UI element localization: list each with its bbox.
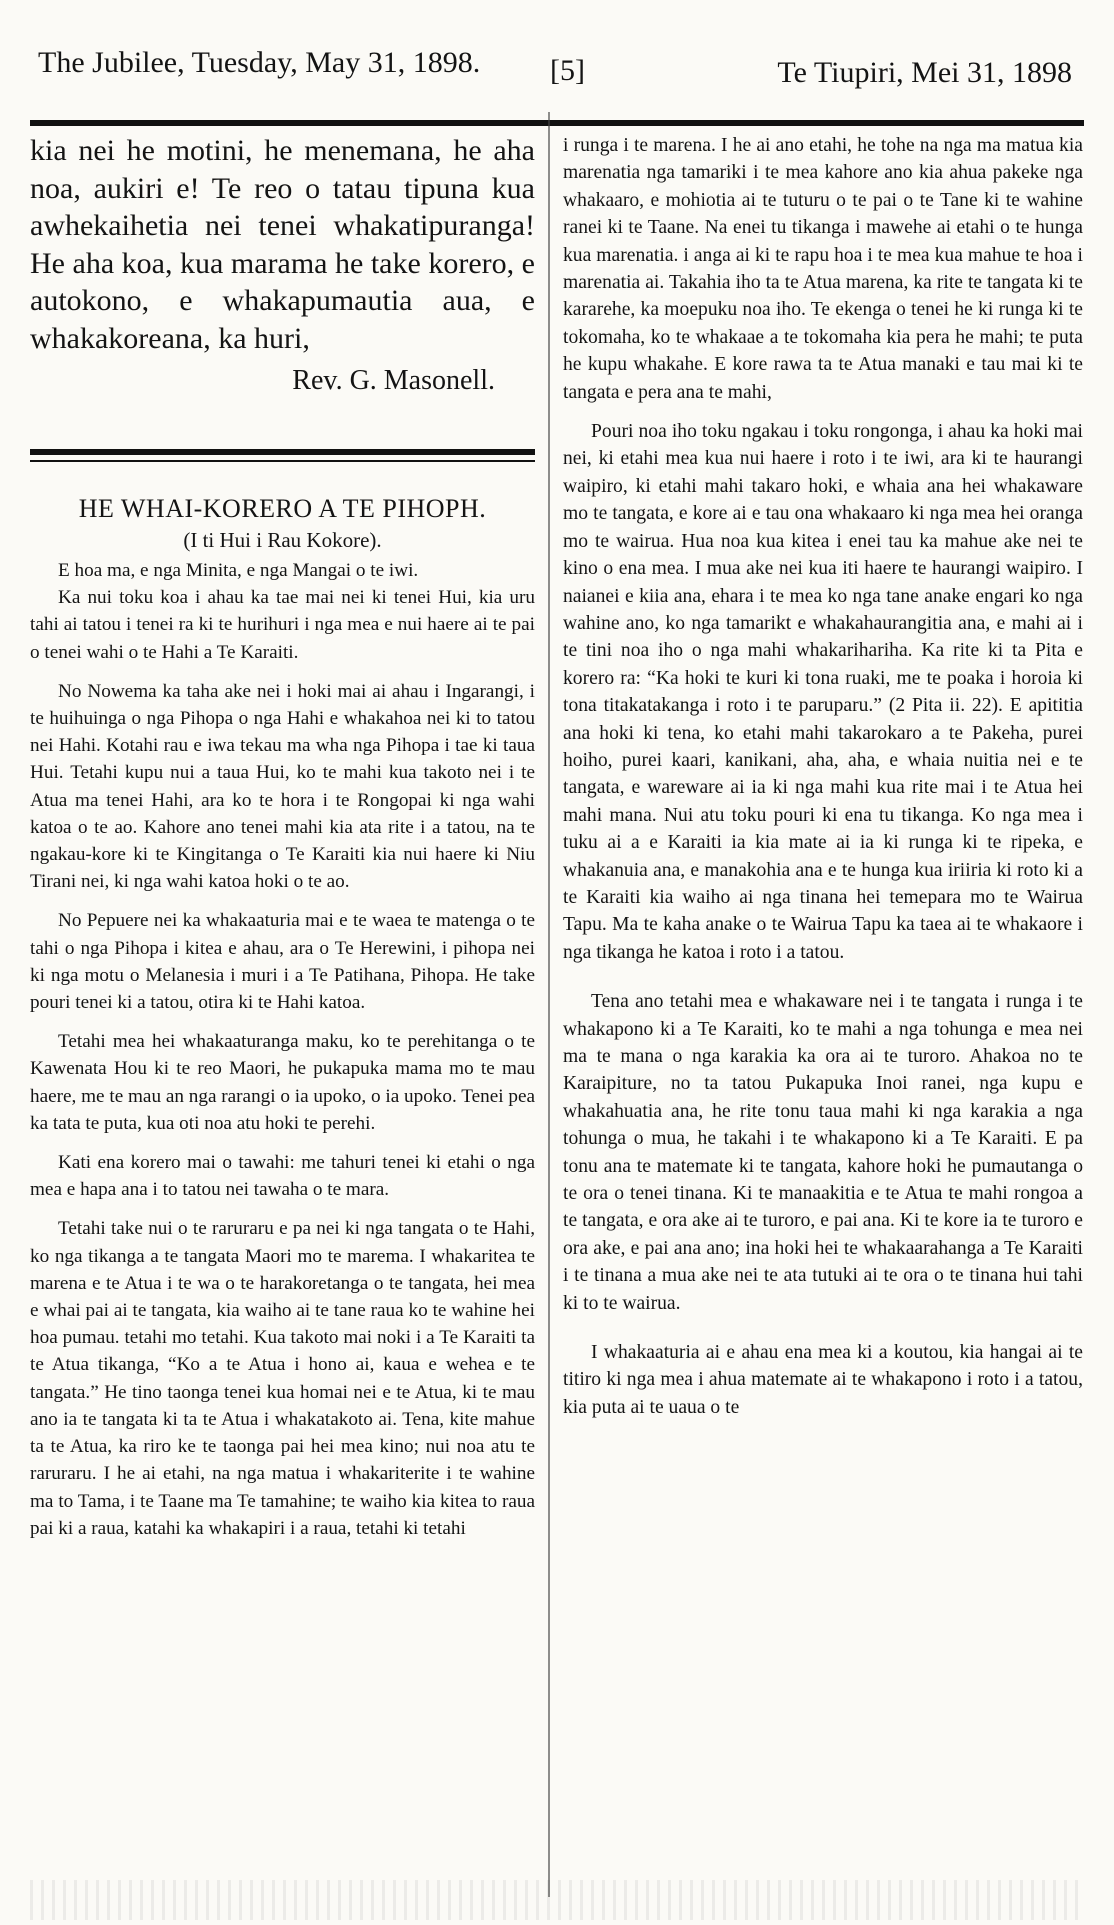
- page-number: [5]: [550, 54, 585, 87]
- paragraph: I whakaaturia ai e ahau ena mea ki a koutou, kia hangai ai te titiro ki nga mea i ahua matemate ai te whakapono i roto i a tatou, kia puta ai te uaua o te: [563, 1342, 1083, 1418]
- section-separator: [30, 449, 535, 462]
- paragraph: Ka nui toku koa i ahau ka tae mai nei ki tenei Hui, kia uru tahi ai tatou i tenei ra ki te hurihuri i nga mea e nui haere ai te pai o tenei wahi o te Hahi a Te Karaiti.: [30, 587, 535, 663]
- illegible-bottom-edge: [30, 1880, 1084, 1920]
- article-subheading: (I ti Hui i Rau Kokore).: [183, 528, 382, 552]
- left-column: [30, 132, 535, 1554]
- greeting: E hoa ma, e nga Minita, e nga Mangai o te iwi.: [58, 560, 419, 581]
- article-heading: HE WHAI-KORERO A TE PIHOPH.: [78, 494, 487, 523]
- paragraph: No Pepuere nei ka whakaaturia mai e te waea te matenga o te tahi o nga Pihopa i kitea e ahau, ara o Te Herewini, i pihopa nei ki nga motu o Melanesia i muri i a Te Patihana, Pihopa. He take pouri tenei ki a tatou, otira ki te Hahi katoa.: [30, 910, 535, 1014]
- header-english-dateline: The Jubilee, Tuesday, May 31, 1898.: [38, 46, 481, 79]
- right-column: [563, 132, 1083, 1433]
- paragraph: Tena ano tetahi mea e whakaware nei i te tangata i runga i te whakapono ki a Te Karaiti, ko te mahi a nga tohunga e mea nei ma te mana o nga karakia ka ora ai te turoro. Ahakoa no te Karaipiture, no ta tatou Pukapuka Inoi ranei, nga kupu e whakahuatia ana, he rite tonu taua mahi ki nga karakia a nga tohunga o mua, he takahi i te whakapono ki a Te Karaiti. E pa tonu ana te matemate ki te tangata, kahore hoki he pumautanga o te ora o tenei tinana. Ki te manaakitia e te Atua te mahi rongoa a te tangata, e ora ake ai te turoro, e pai ana. Ki te kore ia te turoro e ora ake, e pai ana ano; ina hoki hei te whakaarahanga a Te Karaiti i te tinana a mua ake nei te ata tutuki ai te ora o te tinana hui tahi ki to te wairua.: [563, 991, 1083, 1314]
- column-divider: [548, 112, 550, 1897]
- paragraph: Pouri noa iho toku ngakau i toku rongonga, i ahau ka hoki mai nei, ki etahi mea kua nui haere i roto i te iwi, ara ki te haurangi waipiro, ki etahi mahi takaro hoki, e whaia ana hei whakaware mo te tangata, e kore ai e tau ona whakaaro ki nga mea hei oranga mo te wairua. Hua noa kua kitea i enei tau ka mahue ake nei te kino o ena mea. I mua ake nei kua iti haere te haurangi waipiro. I naianei e kiia ana, ehara i te mea ko nga tane anake engari ko nga wahine ano, ko nga tamarikt e whakahaurangitia ana, e mahi ai i te tini noa iho o nga mahi whakarihariha. Ka rite ki ta Pita e korero ra: “Ka hoki te kuri ki tona ruaki, me te poaka i horoia ki tona titakatakanga i roto i te paruparu.” (2 Pita ii. 22). E apititia ana hoki ki tena, ko etahi mahi takarokaro a te Pakeha, purei hoiho, purei kaari, kanikani, aha, aha, e whaia nuitia nei e te tangata, e wareware ai ia ki nga mahi kua rite mai i te Atua hei mahi mana. Nui atu toku pouri ki ena tu tikanga. Ko nga mea i tuku ai a e Karaiti ia kia mate ai ia ki runga ki te ripeka, e whakanuia ana, e manakohia ana e te hunga kua iriiria ki roto ki a te Karaiti kia waiho ai nga tinana hei temepara mo te Wairua Tapu. Ma te kaha anake o te Wairua Tapu ka taea ai te whakaore i nga tikanga he katoa i roto i a tatou.: [563, 421, 1083, 963]
- paragraph: No Nowema ka taha ake nei i hoki mai ai ahau i Ingarangi, i te huihuinga o nga Pihopa o nga Hahi e whakahoa nei ki to tatou nei Hahi. Kotahi rau e iwa tekau ma wha nga Pihopa i tae ki taua Hui. Tetahi kupu nui a taua Hui, ko te mahi kua takoto nei i te Atua ma tenei Hahi, ara ko te hora i te Rongopai ki nga wahi katoa o te ao. Kahore ano tenei mahi kia ata rite i a tatou, na te ngakau-kore ki te Kingitanga o Te Karaiti kia nui haere ki Niu Tirani nei, ki nga wahi katoa hoki o te ao.: [30, 680, 535, 893]
- paragraph: i runga i te marena. I he ai ano etahi, he tohe na nga ma matua kia marenatia nga tamariki i te mea kahore ano kia ahua pakeke nga whakaaro, e mohiotia ai te tuturu o te pai o te Tane ki te wahine ranei ki te Taane. Na enei tu tikanga i mawehe ai etahi o te hunga kua marenatia. i anga ai ki te rapu hoa i te mea kua mahue te hoa i marenatia ai. Takahia iho ta te Atua marena, ka rite te tangata ki te kararehe, ka moepuku noa iho. Te ekenga o tenei he ki runga ki te tokomaha, ko te whakaae a te tokomaha kia pera he mahi; te puta he kupu whakahe. E kore rawa ta te Atua manaki e tau mai ki te tangata e pera ana te mahi,: [563, 135, 1083, 403]
- signature: Rev. G. Masonell.: [292, 365, 495, 396]
- page-header: [30, 46, 1084, 106]
- article-body-right: [563, 132, 1083, 1421]
- paragraph: Kati ena korero mai o tawahi: me tahuri tenei ki etahi o nga mea e hapa ana i to tatou nei tawaha o te mara.: [30, 1152, 535, 1201]
- header-maori-dateline: Te Tiupiri, Mei 31, 1898: [777, 56, 1072, 89]
- article-body-left: [30, 557, 535, 1542]
- header-rule: [30, 120, 1084, 126]
- paragraph: Tetahi mea hei whakaaturanga maku, ko te perehitanga o te Kawenata Hou ki te reo Maori, he pukapuka mama mo te mau haere, me te mau an nga rarangi o ia upoko, o ia upoko. Tenei pea ka tata te puta, kua oti noa atu hoki te perehi.: [30, 1031, 535, 1134]
- paragraph: Tetahi take nui o te raruraru e pa nei ki nga tangata o te Hahi, ko nga tikanga a te tangata Maori mo te marema. I whakaritea te marena e te Atua i te wa o te harakoretanga o te tangata, hei mea e whai pai ai te tangata, kia waiho ai te tane raua ko te wahine hei hoa pumau. tetahi mo tetahi. Kua takoto mai noki i a Te Karaiti ta te Atua tikanga, “Ko a te Atua i hono ai, kaua e wehea e te tangata.” He tino taonga tenei kua homai nei e te Atua, ki te mau ano ia te tangata ki ta te Atua i whakatakoto ai. Tena, kite mahue ta te Atua, ka riro ke te taonga pai hei mea kino; nui noa atu te raruraru. I he ai etahi, na nga matua i whakariterite i te wahine ma to Tama, i te Taane ma Te tamahine; te waiho kia kitea to raua pai ki a raua, katahi ka whakapiri i a raua, tetahi ki tetahi: [30, 1218, 535, 1539]
- continuation-text: kia nei he motini, he menemana, he aha noa, aukiri e! Te reo o tatau tipuna kua awhekaihetia nei tenei whakatipuranga! He aha koa, kua marama he take korero, e autokono, e whakapumautia aua, e whakakoreana, ka huri,: [30, 134, 535, 355]
- article-continuation: [30, 132, 535, 397]
